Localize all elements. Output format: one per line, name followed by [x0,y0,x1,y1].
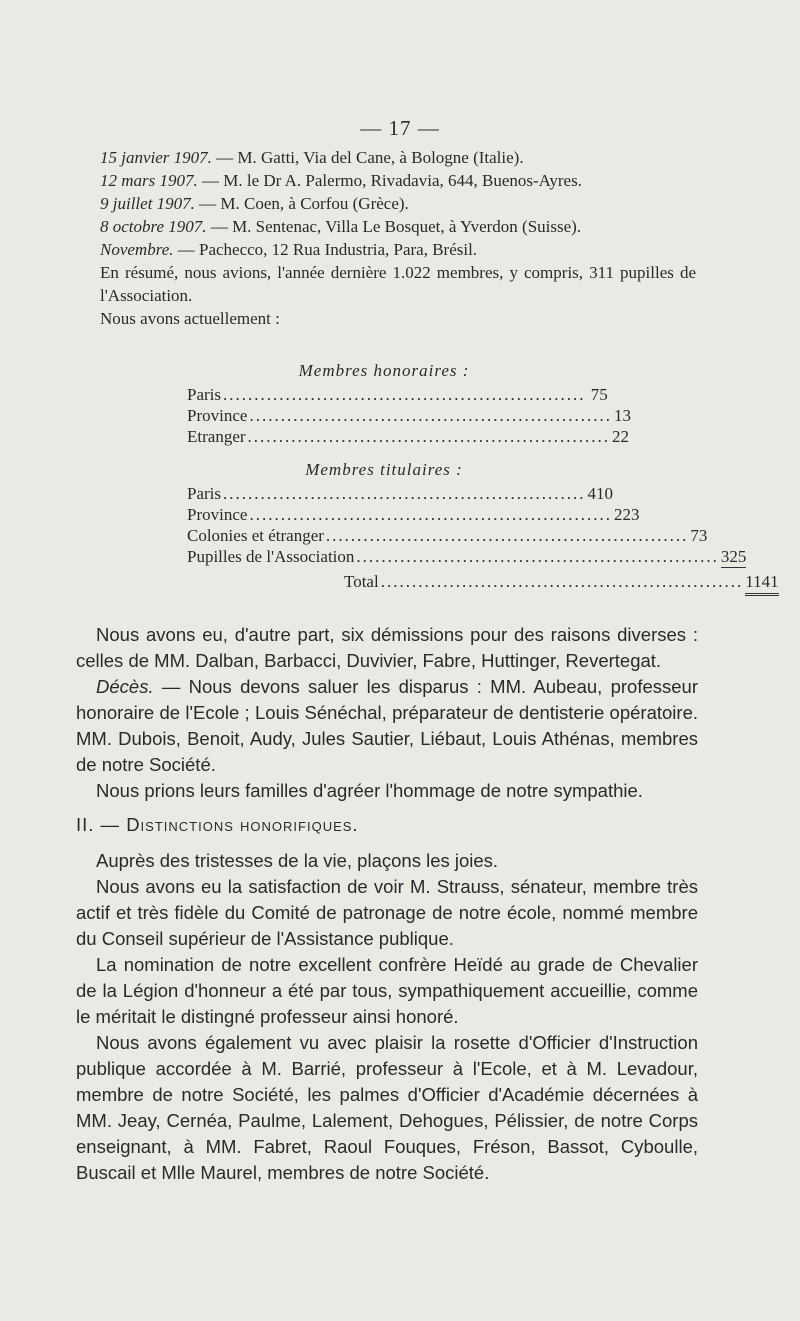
leader-dots: .......................................................... [380,572,744,591]
table-row [187,384,611,405]
page-number: — 17 — [360,116,440,140]
honoraires-heading: Membres honoraires : [298,361,470,380]
table-row [187,405,631,426]
aupres-paragraph: Auprès des tristesses de la vie, plaçons les joies. [96,850,499,871]
titulaires-heading: Membres titulaires : [305,460,463,479]
table-row [187,504,640,525]
row-label: Paris [187,484,221,503]
entry-text: — M. Gatti, Via del Cane, à Bologne (Italie). [211,148,524,167]
entry-line [100,215,696,238]
members-table [187,358,779,592]
entry-line [100,238,696,261]
row-value: 73 [690,526,708,545]
titulaires-rows [187,483,747,567]
row-value: 325 [720,547,747,566]
heide-paragraph: La nomination de notre excellent confrère Heïdé au grade de Chevalier de la Légion d'honneur a été par tous, sympathiquement accueillie, comme le méritait le distingné professeur ainsi honoré. [76,954,698,1027]
rosette-paragraph: Nous avons également vu avec plaisir la rosette d'Officier d'Instruction publique accordée à M. Barrié, professeur à l'Ecole, et à M. Levadour, membre de notre Société, les palmes d'Officier d'Académie décernées à MM. Jeay, Cernéa, Paulme, Lalement, Dehogues, Pélissier, de notre Corps enseignant, à MM. Fabret, Raoul Fouques, Fréson, Bassot, Cyboulle, Buscail et Mlle Maurel, membres de notre Société. [76,1032,698,1183]
row-label: Province [187,505,248,524]
leader-dots: .......................................................... [356,547,719,566]
entry-text: — M. le Dr A. Palermo, Rivadavia, 644, Buenos-Ayres. [197,171,582,190]
prions-paragraph: Nous prions leurs familles d'agréer l'hommage de notre sympathie. [96,780,643,801]
total-value: 1141 [745,571,778,596]
deces-paragraph [76,674,698,778]
section-title: II. — Distinctions honorifiques. [76,814,359,835]
entry-date: Novembre. [100,240,174,259]
leader-dots: .......................................................... [325,526,689,545]
actual-text: Nous avons actuellement : [100,309,280,328]
row-label: Colonies et étranger [187,526,324,545]
row-label: Province [187,406,248,425]
entry-line [100,192,696,215]
body-text [76,622,698,1186]
leader-dots: .......................................................... [249,406,612,425]
row-value: 22 [612,427,630,446]
leader-dots: .......................................................... [249,505,612,524]
entry-date: 15 janvier 1907. [100,148,212,167]
strauss-paragraph: Nous avons eu la satisfaction de voir M. Strauss, sénateur, membre très actif et très fidèle du Comité de patronage de notre école, nommé membre du Conseil supérieur de l'Assistance publique. [76,876,698,949]
leader-dots: .......................................................... [223,385,586,404]
row-value: 13 [613,406,631,425]
entry-text: — M. Sentenac, Villa Le Bosquet, à Yverdon (Suisse). [206,217,582,236]
honoraires-rows [187,384,631,447]
table-row [187,525,708,546]
row-value: 410 [587,484,613,503]
deces-label: Décès. [96,676,154,697]
table-row [187,483,611,504]
entry-line [100,146,696,169]
entry-text: — Pachecco, 12 Rua Industria, Para, Brésil. [173,240,478,259]
entry-date: 8 octobre 1907. [100,217,207,236]
row-label: Etranger [187,427,246,446]
entry-text: — M. Coen, à Corfou (Grèce). [194,194,409,213]
deces-text: — Nous devons saluer les disparus : MM. Aubeau, professeur honoraire de l'Ecole ; Louis Sénéchal, préparateur de dentisterie opératoire. MM. Dubois, Benoit, Audy, Jules Sautier, Liébaut, Louis Athénas, membres de notre Société. [76,676,698,775]
row-value: 75 [590,385,608,404]
demissions-paragraph: Nous avons eu, d'autre part, six démissions pour des raisons diverses : celles de MM. Dalban, Barbacci, Duvivier, Fabre, Huttinger, Revertegat. [76,624,698,671]
total-row [187,571,779,592]
entry-date: 12 mars 1907. [100,171,198,190]
leader-dots: .......................................................... [223,484,586,503]
total-label: Total [344,572,379,591]
row-value: 223 [613,505,640,524]
entry-line [100,169,696,192]
row-label: Pupilles de l'Association [187,547,355,566]
members-list [100,146,696,330]
table-row [187,426,630,447]
row-label: Paris [187,385,221,404]
summary-text: En résumé, nous avions, l'année dernière 1.022 membres, y compris, 311 pupilles de l'Association. [100,263,696,305]
entry-date: 9 juillet 1907. [100,194,195,213]
leader-dots: .......................................................... [247,427,611,446]
table-row [187,546,747,567]
